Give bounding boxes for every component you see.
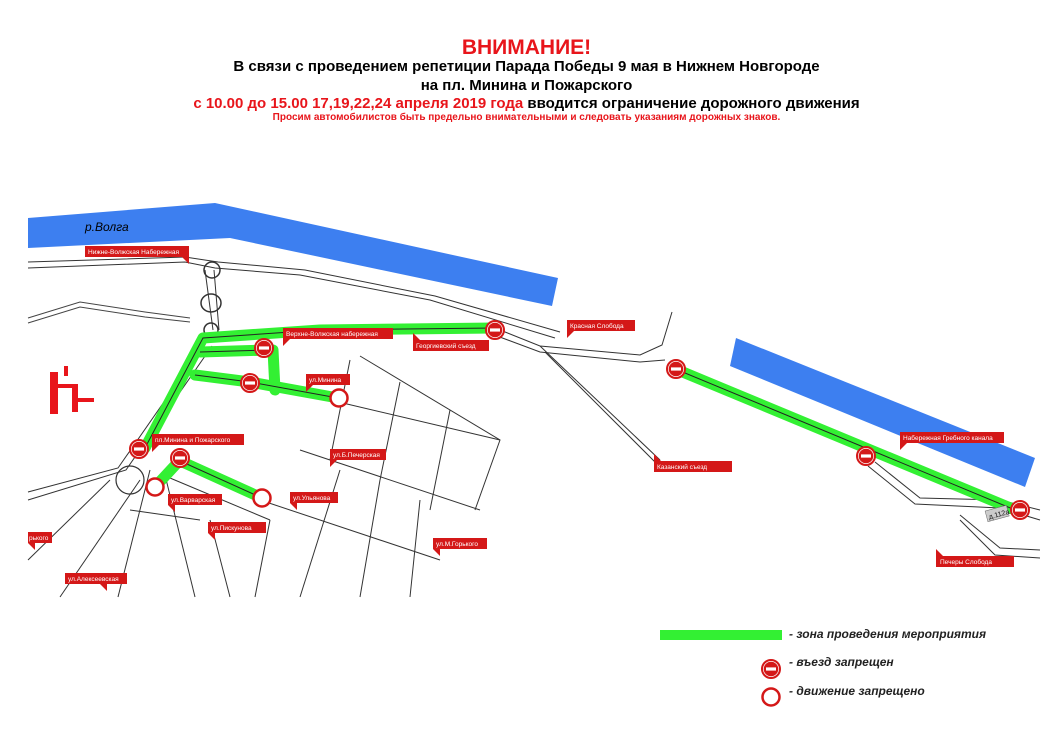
- svg-text:ул.Алексеевская: ул.Алексеевская: [68, 576, 119, 583]
- river-label: р.Волга: [85, 220, 129, 234]
- no-traffic-sign-ulyanova: [254, 490, 271, 507]
- svg-text:ул.Минина: ул.Минина: [309, 377, 342, 384]
- legend-no-entry-text: - въезд запрещен: [789, 655, 894, 669]
- svg-text:Нижне-Волжская Набережная: Нижне-Волжская Набережная: [88, 249, 179, 256]
- legend-no-entry-icon: [762, 660, 780, 678]
- svg-text:Казанский съезд: Казанский съезд: [657, 464, 708, 471]
- label-gorkogo-partial: [28, 532, 52, 550]
- legend-no-traffic-text: - движение запрещено: [789, 684, 925, 698]
- notice-line-4: Просим автомобилистов быть предельно внимательными и следовать указаниям дорожных знаков.: [272, 112, 781, 123]
- label-b-pecherskaya: [330, 449, 386, 467]
- restriction-text: вводится ограничение дорожного движения: [523, 95, 860, 112]
- svg-text:Набережная Гребного канала: Набережная Гребного канала: [903, 435, 993, 442]
- no-traffic-sign-minina: [331, 390, 348, 407]
- label-alekseevskaya: [65, 573, 127, 591]
- no-traffic-sign-varvarskaya: [147, 479, 164, 496]
- schedule-text: с 10.00 до 15.00 17,19,22,24 апреля 2019 года: [193, 95, 524, 112]
- label-ulyanova: [290, 492, 338, 510]
- no-entry-sign-1: [255, 339, 273, 357]
- label-piskunova: [208, 522, 266, 540]
- label-kazansky: [654, 454, 732, 472]
- label-krasnaya-sloboda: [567, 320, 635, 338]
- notice-line-1: В связи с проведением репетиции Парада Победы 9 мая в Нижнем Новгороде: [233, 58, 820, 75]
- svg-text:Верхне-Волжская набережная: Верхне-Волжская набережная: [286, 331, 378, 338]
- roundabout-mid: [201, 294, 221, 312]
- svg-text:пл.Минина и Пожарского: пл.Минина и Пожарского: [155, 437, 231, 444]
- legend-no-traffic-icon: [763, 689, 780, 706]
- svg-text:ул.Варварская: ул.Варварская: [171, 497, 216, 504]
- label-pechery: [936, 549, 1014, 567]
- label-varvarskaya: [168, 494, 222, 512]
- svg-text:Красная Слобода: Красная Слобода: [570, 323, 624, 330]
- svg-text:рького: рького: [29, 535, 49, 542]
- no-entry-sign-4: [171, 449, 189, 467]
- label-nizhne-volzhskaya: [85, 246, 189, 264]
- no-entry-sign-2: [241, 374, 259, 392]
- label-m-gorkogo: [433, 538, 487, 556]
- legend-zone-text: - зона проведения мероприятия: [789, 627, 987, 641]
- svg-text:ул.М.Горького: ул.М.Горького: [436, 541, 479, 548]
- label-georgievsky: [413, 333, 489, 351]
- no-entry-sign-6: [857, 447, 875, 465]
- svg-text:Георгиевский съезд: Георгиевский съезд: [416, 343, 476, 350]
- svg-text:ул.Пискунова: ул.Пискунова: [211, 525, 252, 532]
- no-entry-sign-georgievsky: [486, 321, 504, 339]
- label-verkhne-volzhskaya: [283, 328, 393, 346]
- no-entry-sign-7: [1011, 501, 1029, 519]
- kremlin-icon: [50, 366, 94, 414]
- label-pl-minina: [152, 434, 244, 452]
- no-entry-sign-3: [130, 440, 148, 458]
- svg-text:Печеры Слобода: Печеры Слобода: [940, 559, 992, 566]
- no-entry-sign-5: [667, 360, 685, 378]
- svg-text:д.112а: д.112а: [988, 508, 1011, 522]
- svg-text:ул.Б.Печерская: ул.Б.Печерская: [333, 452, 380, 459]
- warning-title: ВНИМАНИЕ!: [461, 36, 592, 59]
- notice-line-2: на пл. Минина и Пожарского: [420, 77, 633, 94]
- svg-text:ул.Ульянова: ул.Ульянова: [293, 495, 331, 502]
- roundabout-top: [204, 262, 220, 278]
- legend-zone-swatch: [660, 630, 782, 640]
